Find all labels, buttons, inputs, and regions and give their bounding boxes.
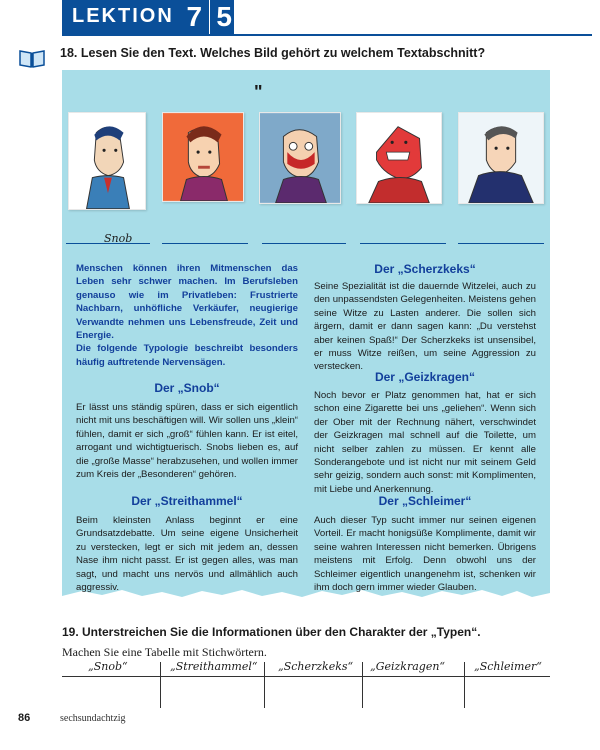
answer-example: Snob bbox=[104, 232, 133, 245]
table-column-divider-2 bbox=[264, 662, 265, 708]
text-streithammel: Beim kleinsten Anlass beginnt er eine Grundsatzdebatte. Um seine eigene Unsicherheit zu verstecken, legt er sich mit jedem an, dessen Nase ihm nicht passt. Er ist gegen alles, was man sagt, und macht uns nervös und allmählich auch aggressiv. bbox=[76, 515, 298, 594]
answer-line-3[interactable] bbox=[262, 243, 346, 244]
page-number-word: sechsundachtzig bbox=[60, 713, 126, 724]
answer-line-4[interactable] bbox=[360, 243, 446, 244]
table-header-streithammel: „Streithammel“ bbox=[170, 660, 258, 673]
heading-snob: Der „Snob“ bbox=[154, 381, 220, 395]
intro-paragraph-1: Menschen können ihren Mitmenschen das Leben sehr schwer machen. Im Berufsleben genauso wie im Privatleben: Frustrierte Nachbarn, unhöfliche Verkäufer, neugierige Verwandte nehmen uns Lebensfreude, Zeit und Energie. bbox=[76, 263, 298, 342]
text-schleimer: Auch dieser Typ sucht immer nur seinen eigenen Vorteil. Er macht honigsüße Komplimente, damit wir seine wahren Interessen nicht bemerken. Übrigens meistens mit Erfolg. Denn obwohl uns der Schleimer eigentlich unangenehm ist, schenken wir ihm doch gern immer wieder Glauben. bbox=[314, 515, 536, 594]
table-header-schleimer: „Schleimer“ bbox=[474, 660, 542, 673]
cartoon-image-5 bbox=[458, 112, 544, 204]
heading-geizkragen: Der „Geizkragen“ bbox=[374, 370, 476, 384]
banner-rule bbox=[62, 34, 592, 36]
task-19-subtitle: Machen Sie eine Tabelle mit Stichwörtern. bbox=[62, 645, 267, 659]
heading-schleimer: Der „Schleimer“ bbox=[378, 494, 472, 508]
answer-line-5[interactable] bbox=[458, 243, 544, 244]
quote-mark: " bbox=[254, 82, 263, 102]
text-geizkragen: Noch bevor er Platz genommen hat, hat er sich schon eine Zigarette bei uns „geliehen“. Wenn sich der Ober mit der Rechnung nähert, verschwindet der Geizkragen mal schnell auf die Toilette, um nicht selber zahlen zu müssen. Er kennt alle Sonderangebote und ist nicht nur mit seinem Geld sehr geizig, sondern auch sonst: mit Komplimenten, mit Liebe und Anerkennung. bbox=[314, 390, 536, 495]
book-icon bbox=[18, 47, 46, 69]
table-header-scherzkeks: „Scherzkeks“ bbox=[278, 660, 354, 673]
cartoon-image-2 bbox=[162, 112, 244, 202]
table-header-snob: „Snob“ bbox=[88, 660, 128, 673]
table-column-divider-3 bbox=[362, 662, 363, 708]
task-19-title: 19. Unterstreichen Sie die Informationen über den Charakter der „Typen“. bbox=[62, 625, 481, 639]
cartoon-image-3 bbox=[259, 112, 341, 204]
page-number: 86 bbox=[18, 712, 31, 724]
text-scherzkeks: Seine Spezialität ist die dauernde Witzelei, auch zu den unpassendsten Gelegenheiten. Meistens gehen seine Witze zu Lasten anderer. Die sollen sich ärgern, damit er dann sagen kann: „Du verstehst aber keinen Spaß!“ Der Scherzkeks ist unsensibel, er muss Witze reißen, um seine Aggression zu verstecken. bbox=[314, 281, 536, 373]
chapter-number: 7 bbox=[186, 1, 203, 32]
cartoon-image-4 bbox=[356, 112, 442, 204]
task-18-title: 18. Lesen Sie den Text. Welches Bild gehört zu welchem Textabschnitt? bbox=[60, 46, 486, 60]
cartoon-image-1 bbox=[68, 112, 146, 210]
lesson-number: 5 bbox=[216, 1, 232, 32]
table-column-divider-4 bbox=[464, 662, 465, 708]
lektion-banner bbox=[62, 0, 234, 34]
banner-divider bbox=[209, 0, 210, 34]
table-column-divider-1 bbox=[160, 662, 161, 708]
intro-paragraph-2: Die folgende Typologie beschreibt besonders häufig auftretende Nervensägen. bbox=[76, 343, 298, 368]
heading-streithammel: Der „Streithammel“ bbox=[131, 494, 243, 508]
intro-text bbox=[76, 262, 298, 369]
lektion-label: LEKTION bbox=[72, 5, 174, 27]
answer-line-2[interactable] bbox=[162, 243, 248, 244]
heading-scherzkeks: Der „Scherzkeks“ bbox=[374, 262, 476, 276]
table-header-geizkragen: „Geizkragen“ bbox=[370, 660, 446, 673]
text-snob: Er lässt uns ständig spüren, dass er sich eigentlich nicht mit uns beschäftigen will. Wir sollen uns „klein“ fühlen, damit er sich „groß“ fühlen kann. Er ist eitel, arrogant und wichtigtuerisch. Snobs lieben es, auf die „große Masse“ herabzusehen, und wollen immer zum Kreis der „Besonderen“ gehören. bbox=[76, 402, 298, 481]
table-header-rule bbox=[62, 676, 550, 677]
